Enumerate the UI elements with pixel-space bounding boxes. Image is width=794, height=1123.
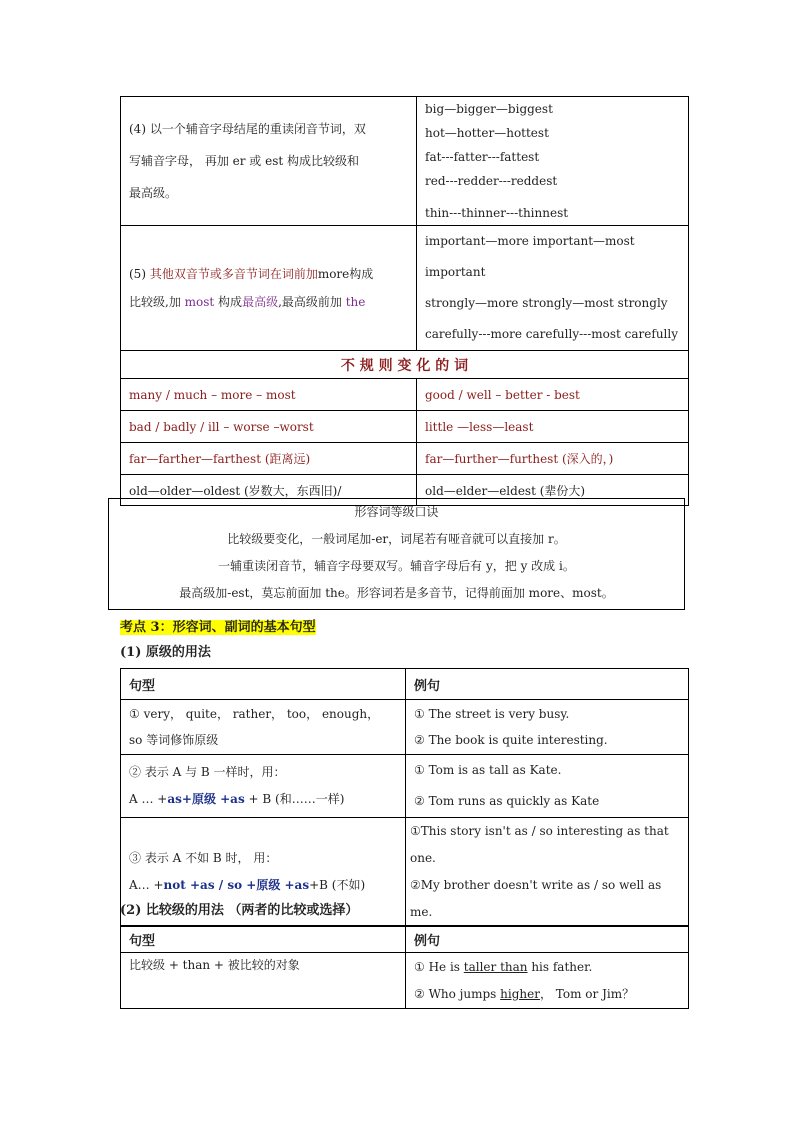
- irregular-title-row: [121, 351, 689, 379]
- irregular-cell: old—elder—eldest (辈份大): [417, 475, 689, 506]
- rule-4-examples: big—bigger—biggest hot—hotter—hottest fat---fatter---fattest red---redder---reddest thin---thinner---thinnest: [417, 97, 689, 226]
- irregular-cell: bad / badly / ill – worse –worst: [121, 411, 417, 443]
- rhyme-line: 最高级加-est，莫忘前面加 the。形容词若是多音节，记得前面加 more、most。: [179, 586, 614, 600]
- irregular-cell: little —less—least: [417, 411, 689, 443]
- irregular-cell: far—further—furthest (深入的，): [417, 443, 689, 475]
- comparative-table: [120, 925, 689, 1009]
- rule-row-4: [121, 97, 689, 226]
- table-header-row: [121, 926, 689, 953]
- rule-5-examples: important—more important—most important strongly—more strongly—most strongly carefully---more carefully---most carefully: [417, 226, 689, 351]
- header-pattern: 句型: [121, 926, 406, 953]
- irregular-cell: many / much – more – most: [121, 379, 417, 411]
- irregular-cell: good / well – better - best: [417, 379, 689, 411]
- rhyme-line: 比较级要变化，一般词尾加-er，词尾若有哑音就可以直接加 r。: [227, 532, 566, 546]
- table-header-row: [121, 669, 689, 700]
- header-example: 例句: [406, 669, 689, 700]
- subheading-positive-degree: (1) 原级的用法: [120, 645, 211, 660]
- rule-5-description: (5) 其他双音节或多音节词在词前加more构成 比较级,加 most 构成最高级,最高级前加 the: [121, 226, 417, 351]
- rule-row-5: [121, 226, 689, 351]
- table-row: ② 表示 A 与 B 一样时，用： A … +as+原级 +as + B (和……一样) ① Tom is as tall as Kate. ② Tom runs as quickly as Kate: [121, 755, 689, 818]
- table-row: 比较级 + than + 被比较的对象 ① He is taller than his father. ② Who jumps higher， Tom or Jim？: [121, 953, 689, 1009]
- header-example: 例句: [406, 926, 689, 953]
- irregular-row: [121, 443, 689, 475]
- rhyme-title: 形容词等级口诀: [354, 505, 439, 519]
- irregular-row: [121, 411, 689, 443]
- positive-degree-table: [120, 668, 689, 927]
- section-heading: 考点 3：形容词、副词的基本句型: [120, 620, 316, 635]
- irregular-cell: far—farther—farthest (距离远): [121, 443, 417, 475]
- rule-4-description: (4) 以一个辅音字母结尾的重读闭音节词，双 写辅音字母， 再加 er 或 est 构成比较级和 最高级。: [121, 97, 417, 226]
- irregular-row: [121, 379, 689, 411]
- header-pattern: 句型: [121, 669, 406, 700]
- rhyme-box: [108, 498, 685, 610]
- subheading-comparative: (2) 比较级的用法 （两者的比较或选择）: [120, 903, 359, 918]
- irregular-title: 不 规 则 变 化 的 词: [121, 351, 689, 379]
- table-row: ③ 表示 A 不如 B 时， 用： A… +not +as / so +原级 +as+B (不如) ①This story isn't as / so interesting as that one. ②My brother doesn't write as / so well as me.: [121, 818, 689, 927]
- rhyme-line: 一辅重读闭音节，辅音字母要双写。辅音字母后有 y，把 y 改成 i。: [218, 559, 575, 573]
- irregular-cell: old—older—oldest (岁数大，东西旧)/: [121, 475, 417, 506]
- comparison-rules-table: [120, 96, 689, 506]
- table-row: ① very， quite， rather， too， enough， so 等词修饰原级 ① The street is very busy. ② The book is quite interesting.: [121, 700, 689, 755]
